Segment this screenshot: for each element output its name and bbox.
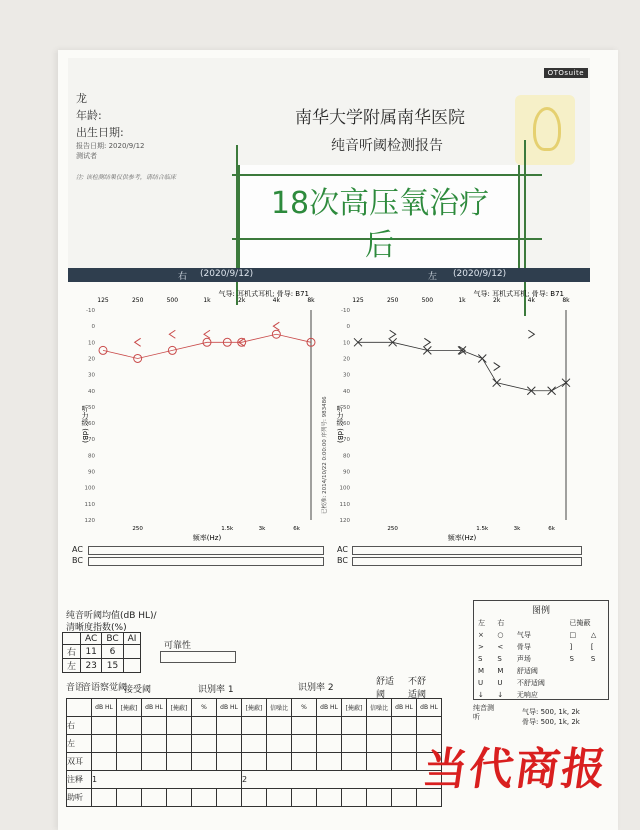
x-tick-label: 2k [238,297,246,304]
speech-subheader: [掩蔽] [342,699,367,717]
legend-box [473,600,609,700]
data-point-bone-left [424,338,430,346]
speech-cell [217,735,242,753]
speech-cell [242,717,267,735]
left-ear-audiogram [322,288,580,546]
x-tick-label: 500 [421,297,434,304]
series-line [358,342,566,390]
data-point-cross [493,379,501,387]
y-tick-label: 70 [343,437,350,444]
y-tick-label: 120 [339,518,350,524]
speech-cell [217,717,242,735]
legend-table [474,616,608,702]
x-axis-label: 频率(Hz) [447,534,477,542]
hospital-name: 南华大学附属南华医院 [295,108,465,128]
data-point-bone-right [204,330,210,338]
legend-cell: 舒适阈 [516,667,538,675]
x-tick-bottom: 1.5k [476,526,489,532]
speech-cell [242,735,267,753]
x-tick-label: 500 [166,297,179,304]
legend-header-right: 右 [497,619,505,627]
y-tick-label: 120 [84,518,95,524]
avg-cell: 23 [81,659,102,673]
speech-cell [267,735,292,753]
right-ear-date: (2020/9/12) [200,269,254,279]
speech-row-label: 双耳 [67,753,92,771]
patient-info [76,90,176,186]
speech-subheader: [掩蔽] [117,699,142,717]
legend-cell [589,666,606,676]
patient-name-label: 龙 [76,92,87,105]
speech-cell [392,753,417,771]
speech-cell [367,789,392,807]
speech-cell [317,717,342,735]
ac-label-left: AC [337,545,348,554]
speech-subheader: 信噪比 [367,699,392,717]
avg-header-3: AI [123,633,141,645]
x-tick-label: 125 [352,297,364,304]
legend-bone: 骨导: 500, 1k, 2k [522,718,580,726]
x-tick-label: 1k [458,297,466,304]
speech-subheader: % [292,699,317,717]
left-ear-label: 左 [428,272,438,282]
y-tick-label: 110 [339,501,350,508]
speech-cell [292,717,317,735]
y-tick-label: -10 [341,308,350,314]
legend-cell: 声场 [516,655,531,663]
legend-cell [568,666,587,676]
speech-subheader: % [192,699,217,717]
avg-header-0 [63,633,81,645]
ac-box-left [352,546,582,555]
legend-header-masked: 已掩蔽 [569,619,591,627]
speech-cell [342,717,367,735]
reliability-box [160,651,236,663]
legend-cell: 不舒适阈 [516,679,545,687]
y-tick-label: 0 [91,324,95,331]
right-ear-label: 右 [178,272,188,282]
y-tick-label: -10 [86,308,95,314]
speech-cell [142,735,167,753]
y-tick-label: 40 [88,388,95,395]
x-tick-bottom: 6k [293,526,300,532]
x-tick-bottom: 3k [258,526,266,532]
ear-bar [68,268,590,282]
green-line-top [232,174,542,176]
legend-cell: 无响应 [516,691,538,699]
data-point-bone-left [528,330,534,338]
x-tick-label: 2k [493,297,501,304]
legend-settings-label: 纯音测听 [473,704,494,721]
y-tick-label: 80 [88,453,95,460]
patient-note: 注: 该检测结果仅供参考，请结合临床 [76,174,176,181]
x-tick-bottom: 250 [387,526,398,532]
legend-title: 图例 [531,606,550,616]
avg-cell: 6 [102,645,123,659]
x-tick-label: 8k [562,297,570,304]
brand-logo: OTOsuite [544,68,588,78]
speech-sub-blank [67,699,92,717]
bc-box-right [88,557,324,566]
y-tick-label: 100 [84,485,95,492]
speech-cell [117,717,142,735]
speech-cell [367,735,392,753]
x-tick-bottom: 250 [132,526,143,532]
x-tick-label: 250 [131,297,144,304]
legend-cell [568,678,587,688]
legend-cell: U [497,679,503,687]
legend-cell: > [478,643,484,651]
speech-subheader: dB HL [217,699,242,717]
speech-subheader: [掩蔽] [167,699,192,717]
avg-header-2: BC [102,633,123,645]
speech-cell [117,753,142,771]
reliability-label: 可靠性 [164,641,192,651]
legend-cell: □ [569,631,577,639]
legend-cell: M [497,667,504,675]
avg-table [62,632,141,673]
y-tick-label: 20 [88,356,95,363]
speech-table [66,698,442,807]
calibration-text: 已校准: 2014/10/22 0:00:00 序列号: 983486 [322,396,328,514]
y-tick-label: 60 [88,421,95,428]
left-ear-date: (2020/9/12) [453,269,507,279]
avg-row-label: 左 [63,659,81,673]
data-point-cross [478,354,486,362]
speech-cell [92,717,117,735]
data-point-circle [99,346,107,354]
note-cell-1: 1 [92,771,242,789]
y-tick-label: 50 [343,404,350,411]
avg-cell [123,645,141,659]
x-tick-bottom: 6k [548,526,555,532]
speech-col7: 不舒适阈 [408,677,427,700]
speech-cell [342,789,367,807]
y-tick-label: 30 [343,372,350,379]
x-tick-label: 4k [272,297,280,304]
legend-cell [589,678,606,688]
x-tick-label: 1k [203,297,211,304]
speech-cell [92,753,117,771]
avg-cell: 11 [81,645,102,659]
y-tick-label: 70 [88,437,95,444]
speech-cell [242,753,267,771]
legend-cell: [ [590,643,594,651]
speech-cell [142,717,167,735]
bc-label-left: BC [337,556,348,565]
speech-cell [192,753,217,771]
data-point-bone-left [494,363,500,371]
speech-col3: 接受阈 [124,685,152,695]
speech-row-label: 助听 [67,789,92,807]
y-tick-label: 0 [346,324,350,331]
speech-cell [92,735,117,753]
x-tick-bottom: 1.5k [221,526,234,532]
speech-cell [342,753,367,771]
y-tick-label: 10 [88,340,95,347]
legend-cell: S [478,655,483,663]
legend-cell: S [590,655,596,663]
speech-col4: 识别率 1 [198,685,234,695]
x-tick-bottom: 3k [513,526,521,532]
avg-title: 纯音听阈均值(dB HL)/ [66,611,157,621]
speech-subheader: dB HL [417,699,442,717]
speech-cell [417,717,442,735]
legend-cell: 骨导 [516,643,531,651]
tester-label: 测试者 [76,152,97,160]
y-axis-label: 听力级 (dB) [81,405,89,443]
speech-cell [167,735,192,753]
y-axis-label: 听力级 (dB) [336,405,344,443]
y-tick-label: 80 [343,453,350,460]
y-tick-label: 90 [343,469,350,476]
x-tick-label: 250 [386,297,399,304]
bc-label-right: BC [72,556,83,565]
transducer-label: 气导: 耳机式耳机; 骨导: B71 [218,290,309,298]
overlay-caption-line2: 后 [365,228,395,263]
y-tick-label: 50 [88,404,95,411]
report-title: 纯音听阈检测报告 [331,138,443,154]
y-tick-label: 10 [343,340,350,347]
overlay-caption [245,183,515,267]
speech-cell [142,753,167,771]
speech-cell [317,735,342,753]
speech-col1: 音语 [66,683,85,693]
speech-col5: 识别率 2 [298,683,334,693]
speech-cell [217,753,242,771]
ac-box-right [88,546,324,555]
speech-cell [392,789,417,807]
data-point-bone-right [169,330,175,338]
ac-label-right: AC [72,545,83,554]
speech-cell [317,753,342,771]
legend-header-left: 左 [478,619,485,627]
speech-cell [292,789,317,807]
speech-cell [267,789,292,807]
legend-cell: M [478,667,485,675]
speech-cell [392,735,417,753]
speech-subheader: dB HL [392,699,417,717]
y-tick-label: 90 [88,469,95,476]
legend-cell: < [497,643,504,651]
speech-row-label: 注释 [67,771,92,789]
overlay-caption-line1: 18次高压氧治疗 [270,186,490,221]
y-tick-label: 40 [343,388,350,395]
legend-cell: △ [590,631,597,639]
report-date: 报告日期: 2020/9/12 [76,142,145,150]
speech-col6: 舒适阈 [376,677,395,700]
legend-cell: ↓ [497,691,504,699]
legend-cell [589,690,606,700]
y-tick-label: 100 [339,485,350,492]
speech-cell [192,717,217,735]
legend-cell: × [478,631,484,639]
legend-cell: 气导 [516,631,531,639]
newspaper-watermark: 当代商报 [419,744,611,795]
legend-cell [568,690,587,700]
x-tick-label: 125 [97,297,109,304]
data-point-bone-right [135,338,141,346]
patient-age-label: 年龄: [76,109,102,122]
transducer-label: 气导: 耳机式耳机; 骨导: B71 [473,290,564,298]
speech-row-label: 左 [67,735,92,753]
speech-cell [167,789,192,807]
y-tick-label: 110 [84,501,95,508]
speech-row-label: 右 [67,717,92,735]
speech-subheader: [掩蔽] [242,699,267,717]
legend-air: 气导: 500, 1k, 2k [522,708,580,716]
data-point-bone-left [390,330,396,338]
speech-subheader: dB HL [92,699,117,717]
patient-birth-label: 出生日期: [76,126,124,139]
y-tick-label: 20 [343,356,350,363]
speech-cell [92,789,117,807]
speech-subheader: dB HL [142,699,167,717]
x-axis-label: 频率(Hz) [192,534,222,542]
legend-cell: U [478,679,484,687]
speech-cell [167,717,192,735]
legend-cell: S [497,655,502,663]
speech-cell [217,789,242,807]
speech-cell [367,717,392,735]
speech-cell [192,789,217,807]
speech-cell [317,789,342,807]
speech-cell [267,717,292,735]
speech-subheader: 信噪比 [267,699,292,717]
speech-cell [242,789,267,807]
y-tick-label: 30 [88,372,95,379]
speech-cell [292,753,317,771]
speech-subheader: dB HL [317,699,342,717]
speech-cell [117,735,142,753]
avg-row-label: 右 [63,645,81,659]
speech-cell [392,717,417,735]
note-cell-2: 2 [242,771,442,789]
legend-cell: ↓ [478,691,484,699]
avg-cell: 15 [102,659,123,673]
avg-header-1: AC [81,633,102,645]
speech-cell [342,735,367,753]
speech-col2: 音语察觉阈 [82,683,128,693]
x-tick-label: 8k [307,297,315,304]
avg-title2: 清晰度指数(%) [66,623,127,633]
legend-cell: ○ [497,631,504,639]
legend-cell: ] [569,643,573,651]
speech-cell [167,753,192,771]
speech-cell [142,789,167,807]
right-ear-audiogram [75,288,325,546]
x-tick-label: 4k [527,297,535,304]
legend-cell: S [569,655,574,663]
speech-cell [192,735,217,753]
speech-cell [367,753,392,771]
avg-cell [123,659,141,673]
speech-cell [117,789,142,807]
bc-box-left [352,557,582,566]
data-point-bone-right [273,322,279,330]
y-tick-label: 60 [343,421,350,428]
speech-cell [267,753,292,771]
speech-cell [292,735,317,753]
